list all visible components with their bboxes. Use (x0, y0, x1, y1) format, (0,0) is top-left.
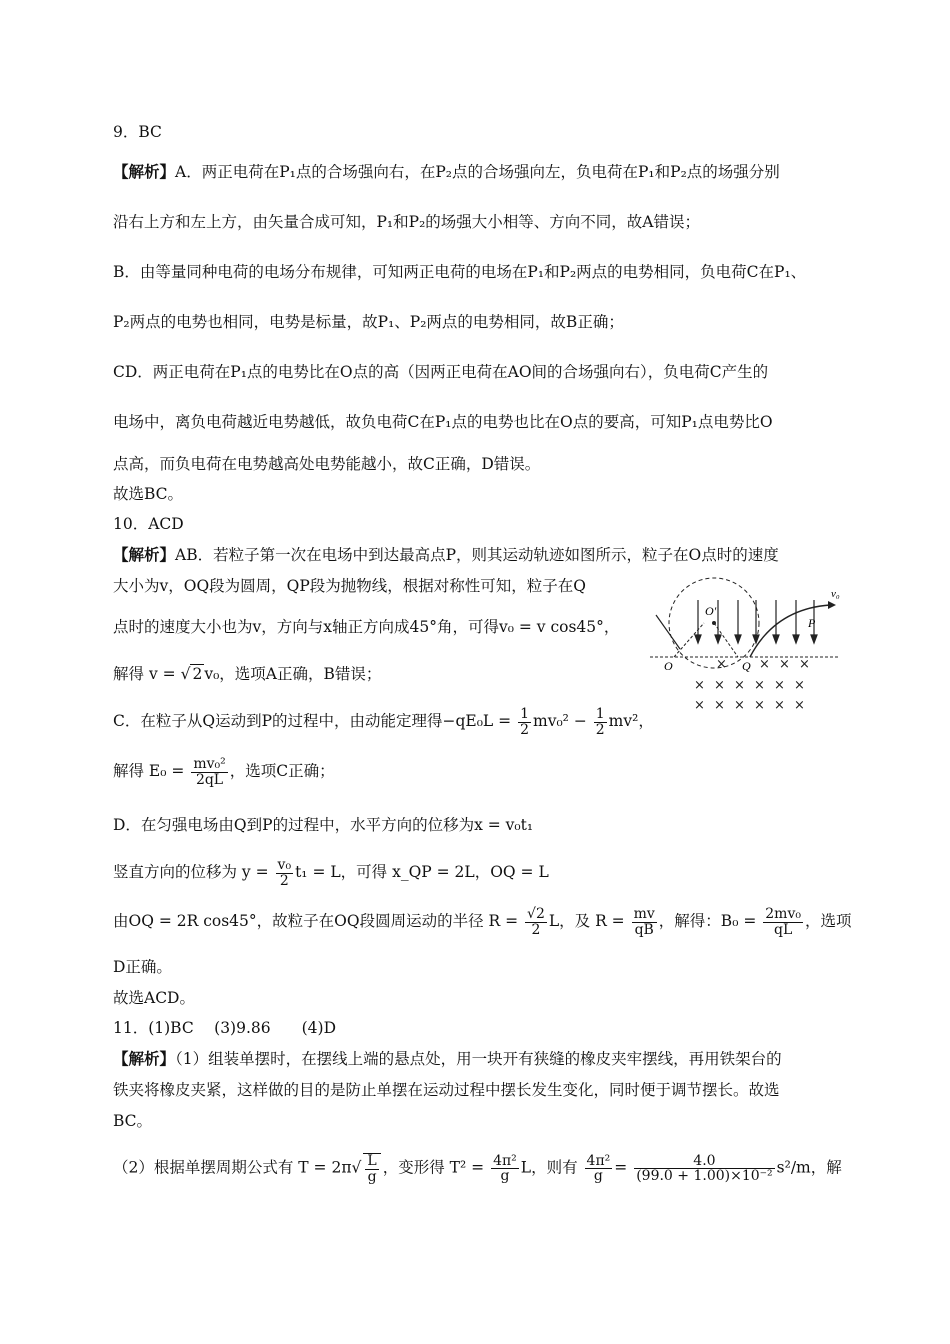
q9-conclusion: 故选BC。 (113, 485, 184, 503)
analysis-tag: 【解析】 (113, 1049, 176, 1068)
den: g (500, 1168, 510, 1185)
num: mv (633, 906, 655, 922)
q10-analysis-line-8 (113, 858, 843, 888)
q10-text-1: AB．若粒子第一次在电场中到达最高点P，则其运动轨迹如图所示，粒子在O点时的速度 (175, 546, 779, 564)
num: √2 (527, 906, 545, 922)
q10-analysis-line-3: 点时的速度大小也为v，方向与x轴正方向成45°角，可得v₀ = v cos45°， (113, 618, 620, 636)
q11-analysis-line-2: 铁夹将橡皮夹紧，这样做的目的是防止单摆在运动过程中摆长发生变化，同时便于调节摆长。故选 (113, 1081, 780, 1099)
arrowhead (793, 635, 799, 643)
field-cross: × (694, 678, 705, 693)
text: ，解得：B₀ = (658, 912, 757, 931)
q10-analysis-line-7: D．在匀强电场由Q到P的过程中，水平方向的位移为x = v₀t₁ (113, 816, 534, 834)
arrowhead (753, 635, 759, 643)
den: (99.0 + 1.00)×10⁻² (636, 1168, 773, 1185)
q9-analysis-line-2: 沿右上方和左上方，由矢量合成可知，P₁和P₂的场强大小相等、方向不同，故A错误； (113, 213, 700, 231)
analysis-tag: 【解析】 (113, 162, 176, 181)
den: g (367, 1168, 377, 1185)
den: 2 (520, 721, 530, 738)
q9-analysis-line-1 (113, 160, 843, 182)
num: 4.0 (634, 1154, 774, 1170)
field-cross: × (799, 657, 810, 672)
field-cross: × (734, 678, 745, 693)
fraction (585, 1154, 613, 1184)
parabola-path (750, 605, 830, 657)
q11-analysis-line-4: （2）根据单摆周期公式有 T = 2π√ $\frac{L}{g}$ ，变形得 T² = $\frac{\text{4π²}}{g}$ L，则有 $\frac{\text{4π²}}{g}$ = $\frac{4.0}{\text{(99.0 + 1.00)×10⁻²}}$ s²/m，解 (113, 1152, 842, 1185)
trajectory-figure (650, 575, 850, 715)
q11-text-1: （1）组装单摆时，在摆线上端的悬点处，用一块开有狭缝的橡皮夹牢摆线，再用铁架台的 (175, 1050, 782, 1068)
den: g (593, 1168, 603, 1185)
arrowhead (695, 635, 701, 643)
num: v₀ (277, 857, 292, 873)
den: qB (634, 921, 654, 938)
text: mv₀² − (533, 712, 587, 731)
arrowhead (715, 635, 721, 643)
field-cross: × (694, 698, 705, 713)
text: （2）根据单摆周期公式有 T = 2π (113, 1158, 352, 1177)
label-P: P (808, 616, 816, 630)
num: L (367, 1153, 377, 1169)
den: qL (773, 921, 793, 938)
text: 由OQ = 2R cos45°，故粒子在OQ段圆周运动的半径 R = (113, 912, 519, 931)
arrowhead (773, 635, 779, 643)
field-cross: × (794, 698, 805, 713)
field-cross: × (714, 698, 725, 713)
q10-analysis-line-9 (113, 906, 852, 938)
field-cross: × (714, 678, 725, 693)
q9-analysis-line-5: CD．两正电荷在P₁点的电势比在O点的高（因两正电荷在AO间的合场强向右），负电荷C产生的 (113, 363, 769, 381)
text: C．在粒子从Q运动到P的过程中，由动能定理得−qE₀L = (113, 712, 512, 731)
field-cross: × (794, 678, 805, 693)
text: ，选项 (804, 912, 852, 931)
fraction (632, 907, 657, 937)
field-cross: × (754, 678, 765, 693)
text: t₁ = L，可得 x_QP = 2L，OQ = L (295, 863, 549, 882)
q10-analysis-line-4: 解得 v = √ 2 v₀，选项A正确，B错误； (113, 665, 382, 683)
fraction-half (518, 707, 531, 737)
fraction (191, 757, 227, 787)
q10-analysis-line-6 (113, 757, 843, 787)
text: ，选项C正确； (229, 762, 335, 781)
sqrt-fraction (363, 1153, 380, 1184)
q9-text-1: A．两正电荷在P₁点的合场强向右，在P₂点的合场强向左，负电荷在P₁和P₂点的场强分别 (175, 163, 780, 181)
den: 2 (531, 921, 541, 938)
num: 1 (595, 706, 605, 722)
q10-analysis-line-10: D正确。 (113, 958, 172, 976)
fraction (491, 1154, 519, 1184)
q11-header: 11．(1)BC (3)9.86 (4)D (113, 1019, 336, 1037)
den: 2 (279, 872, 289, 889)
q10-analysis-line-1 (113, 543, 843, 565)
q9-analysis-line-4: P₂两点的电势也相同，电势是标量，故P₁、P₂两点的电势相同，故B正确； (113, 313, 624, 331)
fraction (634, 1154, 774, 1184)
field-cross: × (754, 698, 765, 713)
q9-analysis-line-7: 点高，而负电荷在电势越高处电势能越小，故C正确，D错误。 (113, 455, 541, 473)
label-O-prime: O' (705, 604, 717, 618)
field-cross: × (716, 657, 727, 672)
field-cross: × (779, 657, 790, 672)
text: mv²， (608, 712, 654, 731)
text: ，变形得 T² = (382, 1158, 485, 1177)
field-cross: × (774, 678, 785, 693)
text: 解得 E₀ = (113, 762, 185, 781)
incoming-path (656, 615, 680, 649)
text: = (614, 1158, 628, 1177)
q10-conclusion: 故选ACD。 (113, 989, 195, 1007)
num: mv₀² (193, 756, 226, 772)
text: L，及 R = (548, 912, 625, 931)
q9-analysis-line-6: 电场中，离负电荷越近电势越低，故负电荷C在P₁点的电势也比在O点的要高，可知P₁点电势比O (113, 413, 773, 431)
num: 4π² (493, 1152, 517, 1169)
text: 解得 (113, 665, 145, 683)
text: v₀，选项A正确，B错误； (204, 665, 382, 683)
q11-analysis-line-3: BC。 (113, 1112, 153, 1130)
num: 2mv₀ (765, 906, 801, 922)
q9-analysis-line-3: B．由等量同种电荷的电场分布规律，可知两正电荷的电场在P₁和P₂两点的电势相同，负电荷C在P₁、 (113, 263, 807, 281)
q11-analysis-line-1 (113, 1047, 843, 1069)
text: s²/m，解 (776, 1158, 842, 1177)
label-O: O (664, 659, 673, 673)
q10-analysis-line-2: 大小为v，OQ段为圆周，QP段为抛物线，根据对称性可知，粒子在Q (113, 577, 587, 595)
arrowhead (735, 635, 741, 643)
text: L，则有 (520, 1158, 578, 1177)
den: 2 (595, 721, 605, 738)
field-cross: × (734, 698, 745, 713)
arrowhead (811, 635, 817, 643)
num: 1 (520, 706, 530, 722)
label-v0: v₀ (831, 588, 840, 600)
num: 4π² (586, 1152, 611, 1169)
math: v = (148, 665, 181, 683)
circle-center (712, 621, 716, 625)
fraction (525, 907, 547, 937)
analysis-tag: 【解析】 (113, 545, 176, 564)
fraction-half (594, 707, 607, 737)
field-cross: × (774, 698, 785, 713)
field-cross: × (759, 657, 770, 672)
q10-header: 10．ACD (113, 515, 184, 533)
fraction (276, 858, 294, 888)
den: 2qL (195, 771, 224, 788)
label-Q: Q (742, 659, 751, 673)
velocity-arrowhead (828, 601, 836, 609)
sqrt-radicand: 2 (192, 665, 203, 683)
fraction (763, 907, 803, 937)
text: 竖直方向的位移为 y = (113, 863, 269, 882)
magnetic-field (694, 657, 810, 713)
q9-header: 9．BC (113, 123, 162, 141)
